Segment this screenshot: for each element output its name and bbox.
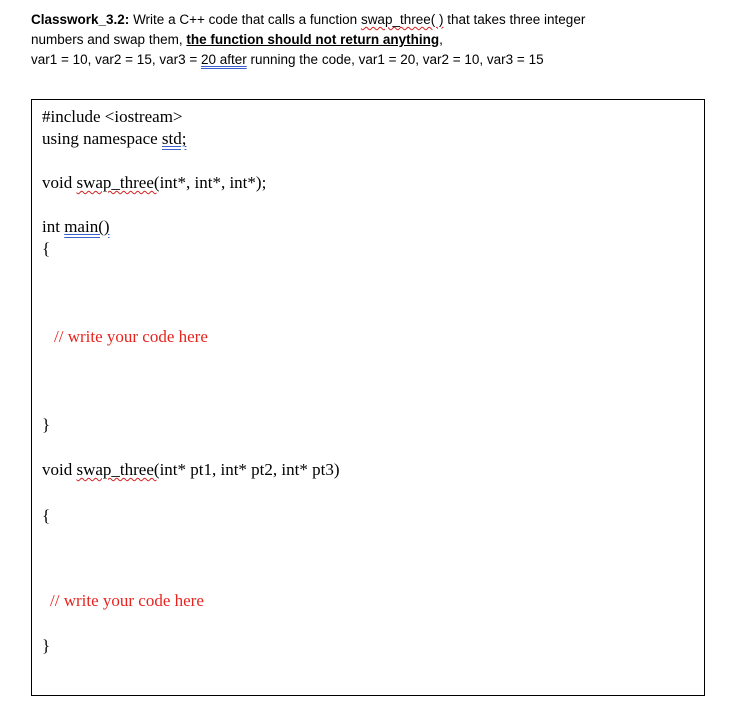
task-line2-start: numbers and swap them,: [31, 32, 187, 47]
code-definition: [42, 460, 339, 480]
task-line-3: [31, 50, 711, 70]
code-using-prefix: using namespace: [42, 129, 162, 148]
code-open-brace-swap: {: [42, 506, 51, 525]
code-proto-suffix: int*, int*, int*);: [159, 173, 267, 192]
code-def-prefix: void: [42, 460, 77, 479]
task-line2-end: ,: [439, 32, 443, 47]
code-include: #include <iostream>: [42, 107, 183, 126]
code-main-name: main(): [64, 217, 110, 236]
task-intro-end: that takes three integer: [443, 12, 586, 27]
code-using-std: std;: [161, 129, 187, 148]
task-line3-end: running the code, var1 = 20, var2 = 10, var3 = 15: [246, 52, 544, 67]
code-open-brace-main: {: [42, 239, 51, 258]
code-prototype: [42, 173, 266, 193]
code-comment-main: // write your code here: [54, 327, 208, 346]
task-underlined-value: 20 after: [200, 52, 247, 67]
code-proto-prefix: void: [42, 173, 77, 192]
code-close-brace-swap: }: [42, 636, 51, 655]
code-def-suffix: int* pt1, int* pt2, int* pt3): [159, 460, 340, 479]
task-description: [31, 10, 711, 70]
code-def-name: swap_three(: [76, 460, 160, 479]
task-intro: Write a C++ code that calls a function: [129, 12, 361, 27]
task-line-1: [31, 10, 711, 30]
code-proto-name: swap_three(: [76, 173, 160, 192]
task-line-2: [31, 30, 711, 50]
task-requirement: the function should not return anything: [186, 32, 440, 47]
code-using: [42, 129, 186, 149]
code-main-signature: [42, 217, 110, 237]
code-main-prefix: int: [42, 217, 65, 236]
code-template-box: [31, 99, 705, 696]
task-line3-start: var1 = 10, var2 = 15, var3 =: [31, 52, 201, 67]
task-title: Classwork_3.2:: [31, 12, 130, 27]
function-reference: swap_three( ): [360, 12, 444, 27]
code-close-brace-main: }: [42, 415, 51, 434]
code-comment-swap: // write your code here: [50, 591, 204, 610]
